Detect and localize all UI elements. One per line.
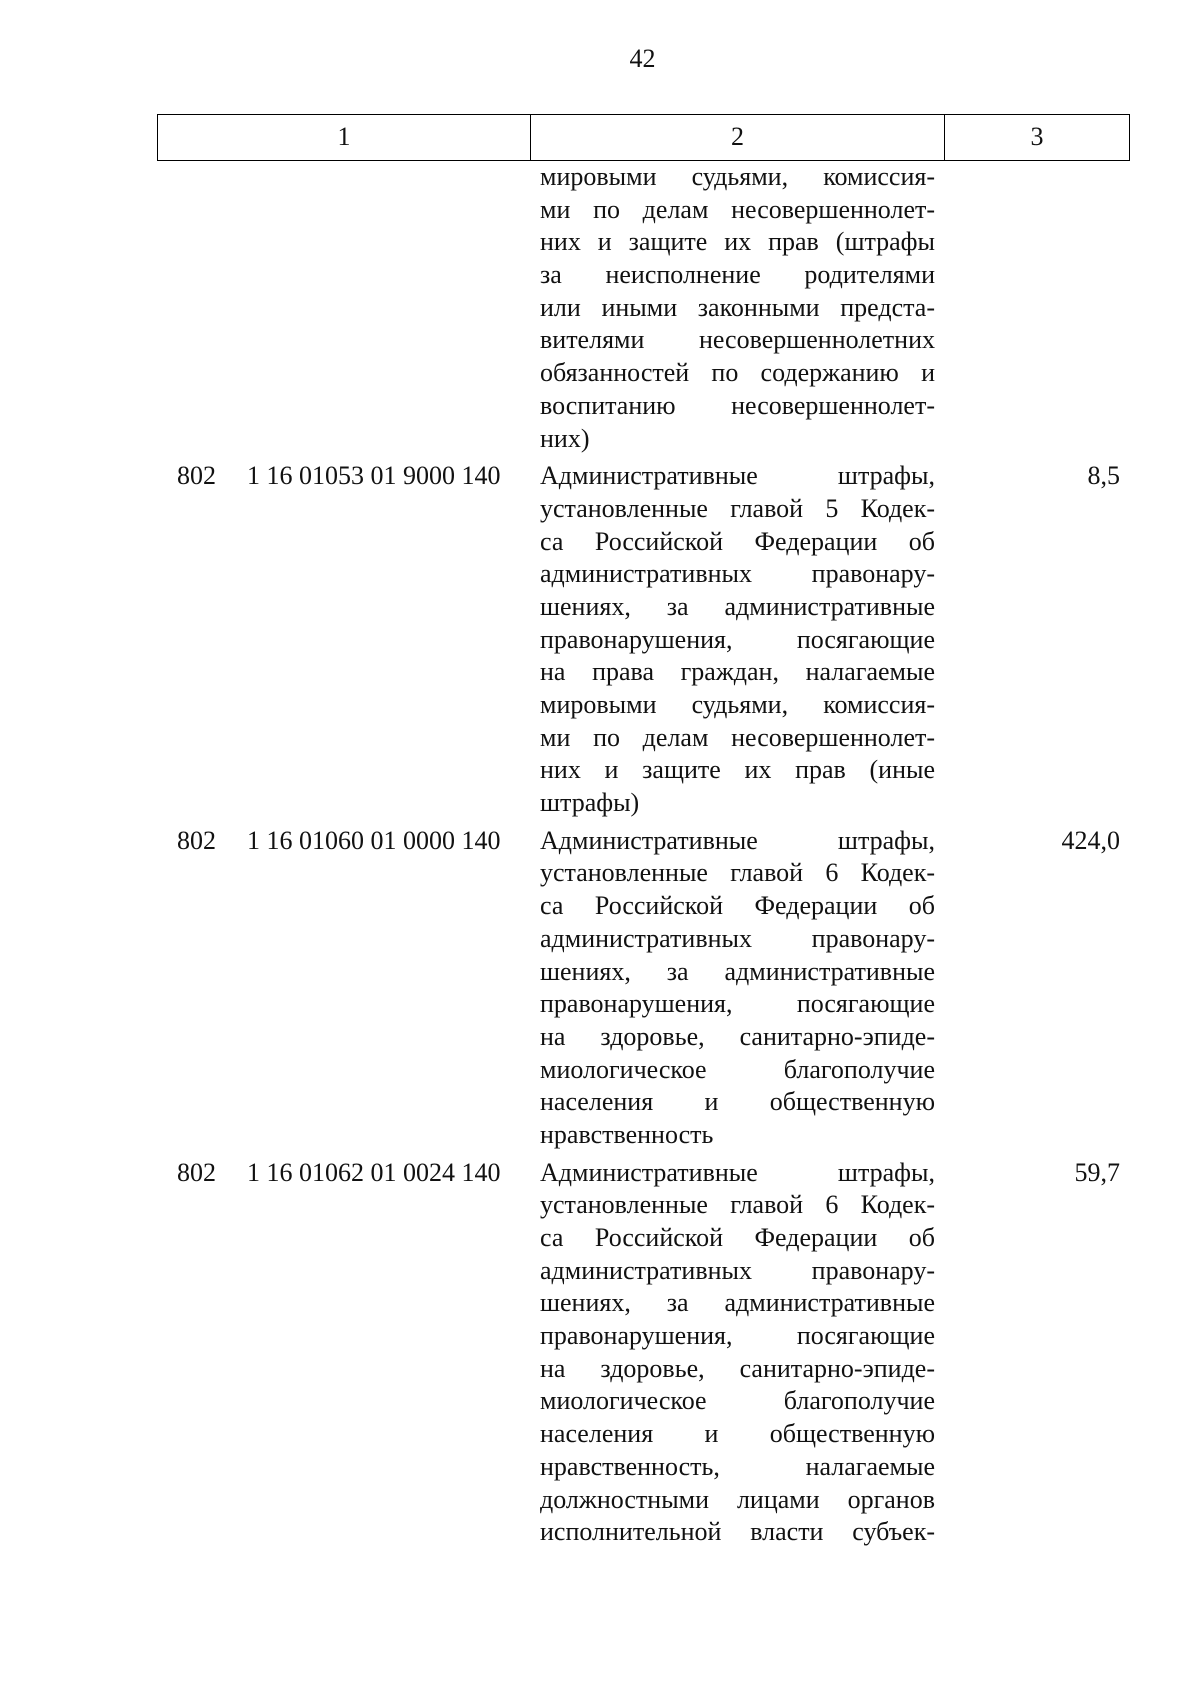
table-body [0,161,1200,1549]
text-line: правонарушения, посягающие [540,1321,935,1351]
text-line: шениях, за административные [540,1288,935,1318]
admin-code-cell: 802 [177,461,216,491]
text-line: административных правонару- [540,559,935,589]
text-line: обязанностей по содержанию и [540,358,935,388]
text-line: установленные главой 5 Кодек- [540,493,935,523]
text-line: Административные штрафы, [540,825,935,855]
admin-code-cell: 802 [177,825,216,855]
amount-cell: 424,0 [1061,825,1120,855]
text-line: правонарушения, посягающие [540,989,935,1019]
budget-code-cell: 1 16 01060 01 0000 140 [247,825,501,855]
text-line: ми по делам несовершеннолет- [540,722,935,752]
table-row [0,460,1200,820]
budget-code-cell: 1 16 01062 01 0024 140 [247,1157,501,1187]
text-line: правонарушения, посягающие [540,624,935,654]
text-line: них и защите их прав (штрафы [540,227,935,257]
text-line: миологическое благополучие [540,1386,935,1416]
text-line: нравственность [540,1119,714,1149]
table-row [0,1157,1200,1549]
text-line: са Российской Федерации об [540,526,935,556]
table-header [157,114,1130,161]
description-cell [540,161,935,455]
text-line: Административные штрафы, [540,461,935,491]
text-line: мировыми судьями, комиссия- [540,162,935,191]
table-row-continuation [0,161,1200,455]
text-line: населения и общественную [540,1419,935,1449]
text-line: шениях, за административные [540,591,935,621]
text-line: шениях, за административные [540,956,935,986]
text-line: на здоровье, санитарно-эпиде- [540,1353,935,1383]
text-line: миологическое благополучие [540,1054,935,1084]
text-line: установленные главой 6 Кодек- [540,1190,935,1220]
text-line: административных правонару- [540,1255,935,1285]
text-line: за неисполнение родителями [540,260,935,290]
text-line: воспитанию несовершеннолет- [540,390,935,420]
text-line: на здоровье, санитарно-эпиде- [540,1021,935,1051]
text-line: мировыми судьями, комиссия- [540,690,935,719]
budget-code-cell: 1 16 01053 01 9000 140 [247,461,501,491]
amount-cell: 8,5 [1087,461,1120,491]
text-line: штрафы) [540,788,640,818]
amount-cell: 59,7 [1074,1157,1120,1187]
text-line: са Российской Федерации об [540,891,935,921]
description-cell [540,1157,935,1549]
text-line: са Российской Федерации об [540,1223,935,1252]
text-line: нравственность, налагаемые [540,1451,935,1481]
text-line: должностными лицами органов [540,1484,935,1514]
header-col-2: 2 [531,115,945,160]
header-col-1: 1 [158,115,531,160]
text-line: ми по делам несовершеннолет- [540,194,935,224]
admin-code-cell: 802 [177,1157,216,1187]
text-line: вителями несовершеннолетних [540,325,935,355]
description-cell [540,460,935,820]
text-line: населения и общественную [540,1087,935,1117]
text-line: административных правонару- [540,923,935,953]
text-line: на права граждан, налагаемые [540,657,935,687]
table-row [0,825,1200,1152]
text-line: Административные штрафы, [540,1157,935,1187]
text-line: или иными законными предста- [540,292,935,322]
text-line: них и защите их прав (иные [540,755,935,785]
page-number: 42 [629,44,656,73]
text-line: них) [540,423,590,453]
header-col-3: 3 [1030,122,1044,151]
text-line: установленные главой 6 Кодек- [540,858,935,888]
text-line: исполнительной власти субъек- [540,1517,935,1547]
description-cell [540,825,935,1152]
